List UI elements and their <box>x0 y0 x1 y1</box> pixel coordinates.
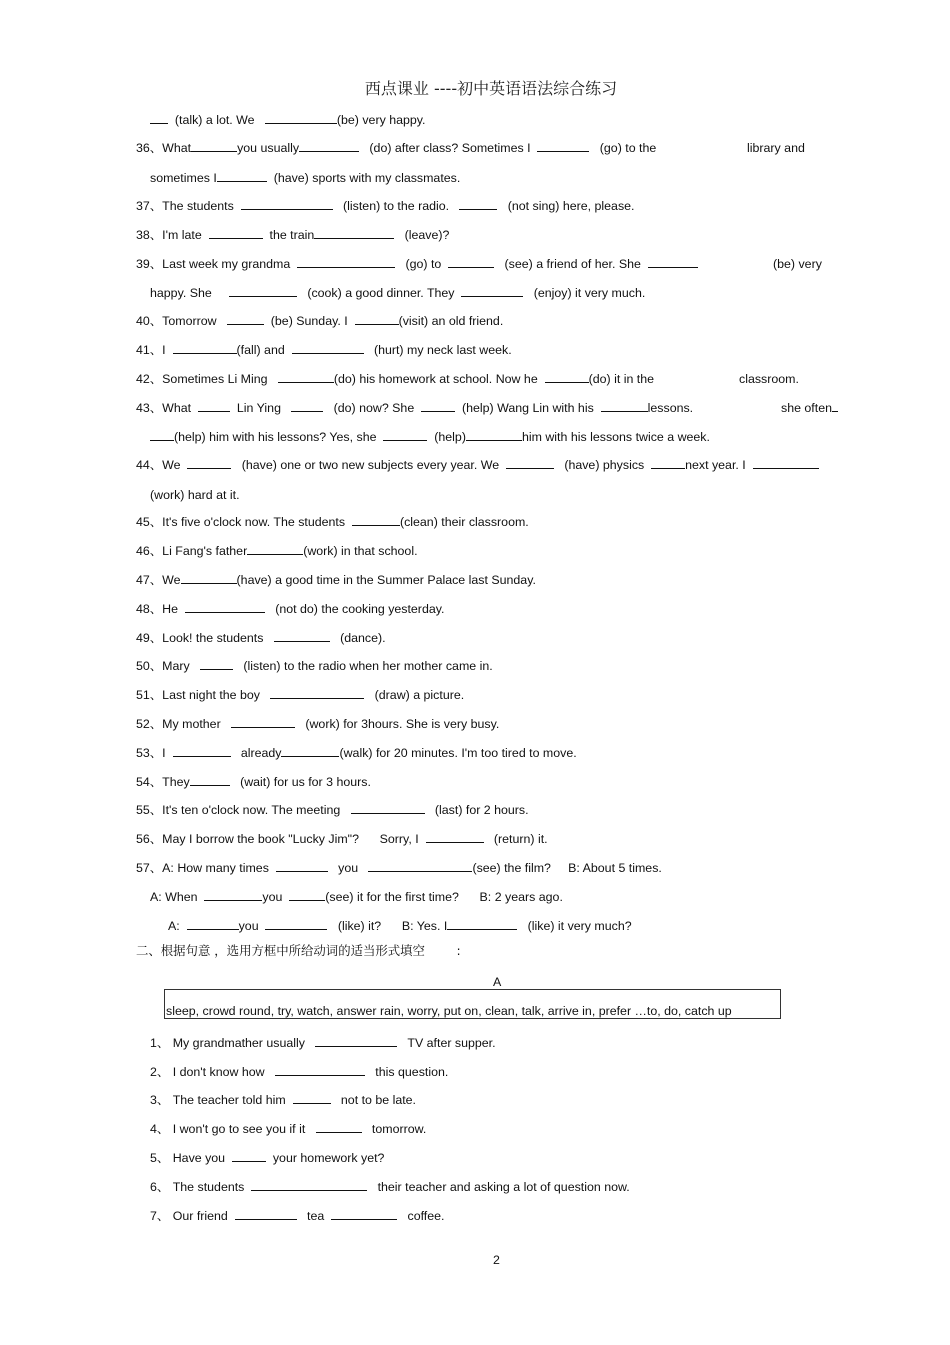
question-51: 51、Last night the boy (draw) a picture. <box>136 688 465 702</box>
answer-blank[interactable] <box>297 256 395 268</box>
answer-blank[interactable] <box>293 1092 331 1104</box>
answer-blank[interactable] <box>315 1035 397 1047</box>
question-53: 53、I already (walk) for 20 minutes. I'm too tired to move. <box>136 746 577 760</box>
answer-blank[interactable] <box>227 313 264 325</box>
question-37: 37、The students (listen) to the radio. (not sing) here, please. <box>136 199 635 213</box>
answer-blank[interactable] <box>150 429 174 441</box>
question-36-cont: sometimes I (have) sports with my classmates. <box>150 171 461 185</box>
question-40: 40、Tomorrow (be) Sunday. I (visit) an old friend. <box>136 314 504 328</box>
question-38: 38、I'm late the train (leave)? <box>136 228 450 242</box>
answer-blank[interactable] <box>232 1150 266 1162</box>
word-box-label: A <box>493 975 502 989</box>
answer-blank[interactable] <box>150 112 168 124</box>
section2-item-1: 1、 My grandmather usually TV after supper. <box>150 1036 496 1050</box>
question-39-end: (be) very <box>773 257 822 271</box>
answer-blank[interactable] <box>173 342 237 354</box>
question-52: 52、My mother (work) for 3hours. She is very busy. <box>136 717 500 731</box>
question-47: 47、We (have) a good time in the Summer Palace last Sunday. <box>136 573 536 587</box>
answer-blank[interactable] <box>355 313 399 325</box>
answer-blank[interactable] <box>289 889 325 901</box>
section2-item-2: 2、 I don't know how this question. <box>150 1065 449 1079</box>
answer-blank[interactable] <box>276 860 328 872</box>
answer-blank[interactable] <box>537 140 589 152</box>
answer-blank[interactable] <box>217 170 267 182</box>
question-49: 49、Look! the students (dance). <box>136 631 386 645</box>
page-number: 2 <box>493 1253 500 1267</box>
answer-blank[interactable] <box>265 918 327 930</box>
answer-blank[interactable] <box>200 658 233 670</box>
answer-blank[interactable] <box>299 140 359 152</box>
section2-item-5: 5、 Have you your homework yet? <box>150 1151 385 1165</box>
question-57-b: A: When you (see) it for the first time? B: 2 years ago. <box>150 890 563 904</box>
answer-blank[interactable] <box>383 429 427 441</box>
answer-blank[interactable] <box>426 831 484 843</box>
question-57-c: A: you (like) it? B: Yes. I (like) it very much? <box>168 919 632 933</box>
question-44-cont: (work) hard at it. <box>150 488 240 502</box>
question-43-end: she often <box>781 400 838 416</box>
answer-blank[interactable] <box>191 140 237 152</box>
question-45: 45、It's five o'clock now. The students (clean) their classroom. <box>136 515 529 529</box>
answer-blank[interactable] <box>291 400 323 412</box>
answer-blank[interactable] <box>351 802 425 814</box>
question-41: 41、I (fall) and (hurt) my neck last week. <box>136 343 512 357</box>
answer-blank[interactable] <box>461 285 523 297</box>
answer-blank[interactable] <box>198 400 230 412</box>
answer-blank[interactable] <box>421 400 455 412</box>
answer-blank[interactable] <box>832 400 838 412</box>
word-box-text: sleep, crowd round, try, watch, answer rain, worry, put on, clean, talk, arrive in, prefer …to, do, catch up <box>166 1004 732 1018</box>
answer-blank[interactable] <box>316 1121 362 1133</box>
question-46: 46、Li Fang's father (work) in that school. <box>136 544 418 558</box>
answer-blank[interactable] <box>251 1179 367 1191</box>
answer-blank[interactable] <box>204 889 262 901</box>
word-box <box>164 989 781 1019</box>
answer-blank[interactable] <box>270 687 364 699</box>
question-57: 57、A: How many times you (see) the film? B: About 5 times. <box>136 861 662 875</box>
answer-blank[interactable] <box>651 457 685 469</box>
question-42: 42、Sometimes Li Ming (do) his homework at school. Now he (do) it in the <box>136 372 655 386</box>
answer-blank[interactable] <box>241 198 333 210</box>
question-36: 36、What you usually (do) after class? Sometimes I (go) to the <box>136 141 657 155</box>
answer-blank[interactable] <box>231 716 295 728</box>
answer-blank[interactable] <box>185 601 265 613</box>
answer-blank[interactable] <box>447 918 517 930</box>
section2-item-4: 4、 I won't go to see you if it tomorrow. <box>150 1122 427 1136</box>
answer-blank[interactable] <box>352 514 400 526</box>
answer-blank[interactable] <box>229 285 297 297</box>
answer-blank[interactable] <box>331 1208 397 1220</box>
question-56: 56、May I borrow the book "Lucky Jim"? Sorry, I (return) it. <box>136 832 548 846</box>
answer-blank[interactable] <box>648 256 698 268</box>
answer-blank[interactable] <box>190 774 230 786</box>
question-55: 55、It's ten o'clock now. The meeting (last) for 2 hours. <box>136 803 529 817</box>
answer-blank[interactable] <box>275 1064 365 1076</box>
answer-blank[interactable] <box>506 457 554 469</box>
answer-blank[interactable] <box>448 256 494 268</box>
answer-blank[interactable] <box>601 400 648 412</box>
answer-blank[interactable] <box>292 342 364 354</box>
question-39: 39、Last week my grandma (go) to (see) a friend of her. She <box>136 256 698 272</box>
section-heading: 二、根据句意 ，选用方框中所给动词的适当形式填空 : <box>136 943 461 958</box>
section2-item-7: 7、 Our friend tea coffee. <box>150 1209 445 1223</box>
question-44: 44、We (have) one or two new subjects every year. We (have) physics next year. I <box>136 457 819 473</box>
answer-blank[interactable] <box>265 112 337 124</box>
answer-blank[interactable] <box>545 371 589 383</box>
answer-blank[interactable] <box>209 227 263 239</box>
question-43-cont: (help) him with his lessons? Yes, she (help) him with his lessons twice a week. <box>150 429 710 445</box>
answer-blank[interactable] <box>247 543 303 555</box>
section2-item-6: 6、 The students their teacher and asking a lot of question now. <box>150 1180 630 1194</box>
question-39-cont: happy. She (cook) a good dinner. They (enjoy) it very much. <box>150 286 646 300</box>
page-title: 西点课业 ----初中英语语法综合练习 <box>364 79 618 98</box>
answer-blank[interactable] <box>368 860 472 872</box>
answer-blank[interactable] <box>753 457 819 469</box>
section2-item-3: 3、 The teacher told him not to be late. <box>150 1093 416 1107</box>
question-42-end: classroom. <box>739 372 799 386</box>
answer-blank[interactable] <box>278 371 334 383</box>
question-36-end: library and <box>747 141 805 155</box>
question-50: 50、Mary (listen) to the radio when her mother came in. <box>136 659 493 673</box>
answer-blank[interactable] <box>314 227 394 239</box>
question-48: 48、He (not do) the cooking yesterday. <box>136 602 445 616</box>
answer-blank[interactable] <box>181 572 237 584</box>
answer-blank[interactable] <box>281 745 339 757</box>
question-43: 43、What Lin Ying (do) now? She (help) Wang Lin with his lessons. <box>136 401 694 415</box>
answer-blank[interactable] <box>173 745 231 757</box>
exercise-line: (talk) a lot. We (be) very happy. <box>150 112 425 128</box>
answer-blank[interactable] <box>459 198 497 210</box>
question-54: 54、They (wait) for us for 3 hours. <box>136 775 371 789</box>
answer-blank[interactable] <box>235 1208 297 1220</box>
answer-blank[interactable] <box>187 918 239 930</box>
answer-blank[interactable] <box>466 429 522 441</box>
answer-blank[interactable] <box>187 457 231 469</box>
answer-blank[interactable] <box>274 630 330 642</box>
